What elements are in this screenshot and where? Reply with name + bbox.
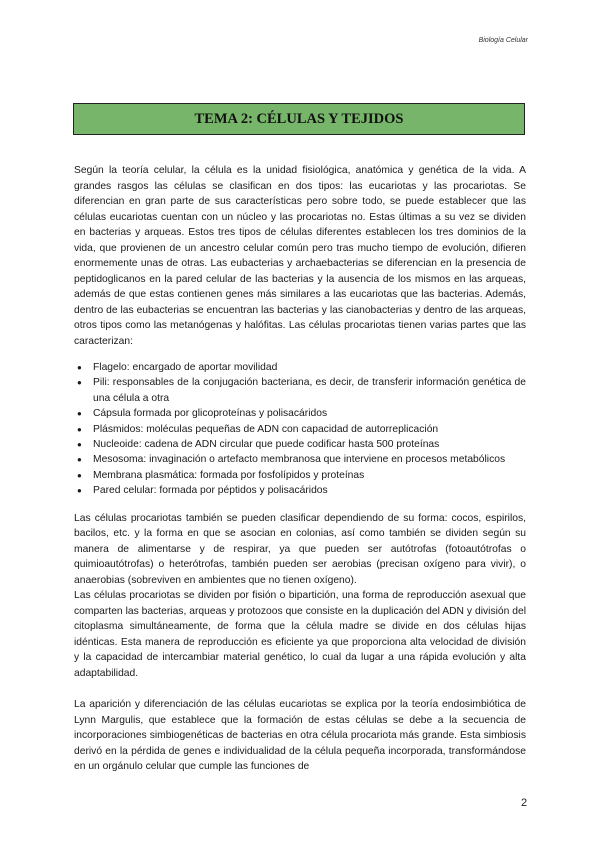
list-item: ● Flagelo: encargado de aportar movilidad [74, 360, 526, 375]
forms-paragraph: Las células procariotas también se pueden clasificar dependiendo de su forma: cocos, espirilos, bacilos, etc. y la forma en que se asocian en colonias, así como también se dividen según su manera de alimentarse y de respirar, ya que pueden ser autótrofas (fotoautótrofas o quimioautótrofas) o heterótrofas, también pueden ser aerobias (precisan oxígeno para vivir), o anaerobias (sobreviven en ambientes que no tienen oxígeno). [74, 512, 526, 586]
list-item: ● Pared celular: formada por péptidos y polisacáridos [74, 483, 526, 498]
page-number: 2 [521, 797, 528, 809]
list-item: ● Cápsula formada por glicoproteínas y polisacáridos [74, 406, 526, 421]
list-item: ● Nucleoide: cadena de ADN circular que puede codificar hasta 500 proteínas [74, 437, 526, 452]
list-item: ● Plásmidos: moléculas pequeñas de ADN con capacidad de autorreplicación [74, 422, 526, 437]
prokaryote-parts-list [74, 360, 526, 499]
list-item: ● Mesosoma: invaginación o artefacto membranosa que interviene en procesos metabólicos [74, 452, 526, 467]
division-paragraph: Las células procariotas se dividen por fisión o bipartición, una forma de reproducción asexual que comparten las bacterias, arqueas y protozoos que consiste en la duplicación del ADN y división del citoplasma simultáneamente, de forma que la célula madre se divide en dos células hijas idénticas. Esta manera de reproducción es eficiente ya que proporciona alta velocidad de división y la capacidad de intercambiar material genético, lo cual da lugar a una rápida evolución y alta adaptabilidad. [74, 590, 526, 679]
chapter-title-box [73, 103, 525, 135]
chapter-title: TEMA 2: CÉLULAS Y TEJIDOS [194, 110, 404, 127]
running-header: Biología Celular [478, 37, 528, 44]
eukaryotes-paragraph: La aparición y diferenciación de las células eucariotas se explica por la teoría endosimbiótica de Lynn Margulis, que establece que la formación de estas células se debe a la secuencia de incorporaciones simbiogenéticas de bacterias en otra célula procariota más grande. Esta simbiosis derivó en la pérdida de genes e individualidad de la célula pequeña incorporada, transformándose en un orgánulo celular que cumple las funciones de [74, 699, 526, 773]
page-body [74, 163, 526, 775]
intro-paragraph: Según la teoría celular, la célula es la unidad fisiológica, anatómica y genética de la vida. A grandes rasgos las células se clasifican en dos tipos: las eucariotas y las procariotas. Se diferencian en gran parte de sus características pero sobre todo, se puede establecer que las células eucariotas cuentan con un núcleo y las procariotas no. Estas últimas a su vez se dividen en bacterias y arqueas. Estos tres tipos de células diferentes establecen los tres dominios de la vida, que provienen de un ancestro celular común pero tras mucho tiempo de evolución, difieren enormemente unas de otras. Las eubacterias y archaebacterias se diferencian en la presencia de peptidoglicanos en la pared celular de las bacterias y la ausencia de los mismos en las arqueas, además de que estas contienen genes más similares a las eucariotas que las bacterias. Además, dentro de las eubacterias se encuentran las bacterias y las cianobacterias y dentro de las arqueas, otros tipos como las metanógenas y halófitas. Las células procariotas tienen varias partes que las caracterizan: [74, 165, 526, 347]
list-item: ● Membrana plasmática: formada por fosfolípidos y proteínas [74, 468, 526, 483]
list-item: ● Pili: responsables de la conjugación bacteriana, es decir, de transferir información genética de una célula a otra [74, 375, 526, 406]
